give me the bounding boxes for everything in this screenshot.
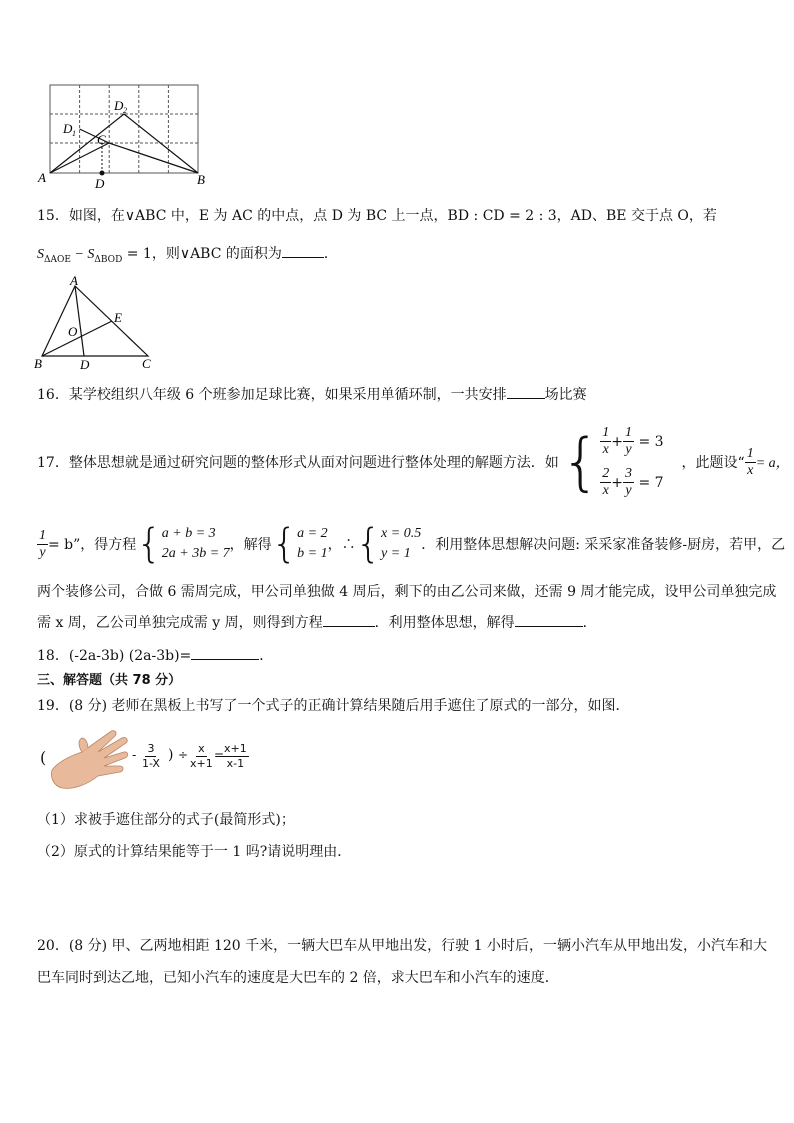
q17-l4a: 需 x 周，乙公司单独完成需 y 周，则得到方程	[37, 615, 323, 631]
frac-num: x	[198, 742, 205, 755]
q19-expression	[40, 726, 247, 792]
label-D1-sub: 1	[72, 129, 76, 138]
q17-set-rhs: = a，	[755, 456, 790, 471]
label-B: B	[34, 356, 42, 371]
section-heading: 三、解答题（共 78 分）	[37, 673, 182, 688]
label-D: D	[80, 357, 90, 371]
frac-den: x-1	[226, 757, 245, 770]
frac-num: 3	[625, 466, 632, 481]
q17-line1: 17．整体思想就是通过研究问题的整体形式从面对问题进行整体处理的解题方法．如 { $\frac{1}{x}$ + $\frac{1}{y}$ = 3 $\frac{2}{x}$ + $\frac{3}{y}$ = 7 ，此题设“ $\frac{1}{x}$ = a，	[37, 425, 790, 498]
q15-tail: = 1，则∨ABC 的面积为	[122, 246, 282, 262]
q19-text: 19．(8 分) 老师在黑板上书写了一个式子的正确计算结果随后用手遮住了原式的一部分，如图．	[37, 698, 630, 714]
q18	[37, 645, 273, 666]
frac-den: 1-X	[142, 757, 160, 770]
sys-eq: a = 2	[297, 526, 328, 541]
triangle-figure	[30, 276, 160, 371]
q15-line1: 15．如图，在∨ABC 中，E 为 AC 的中点，点 D 为 BC 上一点，BD : CD = 2 : 3，AD、BE 交于点 O，若	[37, 208, 717, 224]
paren-close: )	[168, 747, 174, 763]
sys-eq: 2a + 3b = 7	[161, 546, 230, 561]
q15-sub2: ΔBOD	[94, 254, 123, 265]
answer-blank[interactable]	[191, 645, 259, 660]
q15-line2	[37, 243, 338, 270]
q20-line1: 20．(8 分) 甲、乙两地相距 120 千米，一辆大巴车从甲地出发，行驶 1 小时后，一辆小汽车从甲地出发，小汽车和大	[37, 938, 767, 954]
label-E: E	[114, 310, 122, 325]
label-A: A	[70, 276, 78, 288]
answer-blank[interactable]	[323, 612, 375, 627]
q16-text: 16．某学校组织八年级 6 个班参加足球比赛，如果采用单循环制，一共安排	[37, 387, 507, 403]
frac-num: 2	[602, 466, 610, 481]
q17-mid: ，此题设“	[681, 455, 745, 471]
label-A: A	[38, 170, 46, 185]
eq-rhs: = 7	[638, 474, 664, 491]
q15-sub1: ΔAOE	[44, 254, 71, 265]
q15-s1: S	[37, 247, 44, 262]
label-C: C	[97, 132, 106, 147]
frac-num: x+1	[224, 742, 247, 755]
q17-l2d: ．利用整体思想解决问题: 采采家准备装修-厨房，若甲，乙	[421, 537, 786, 553]
q16	[37, 384, 587, 405]
label-D: D	[95, 176, 105, 191]
paren-open: (	[40, 748, 47, 767]
frac-den: x	[602, 442, 609, 457]
frac-den: y	[625, 483, 632, 498]
q17-l4c: ．	[582, 615, 597, 631]
sys-eq: b = 1	[297, 546, 328, 561]
answer-blank[interactable]	[282, 243, 324, 258]
sys-eq: x = 0.5	[381, 526, 422, 541]
divide-sign: ÷	[178, 748, 189, 762]
frac-den: y	[39, 544, 46, 560]
frac-num: 1	[625, 425, 632, 440]
q17-lead: 17．整体思想就是通过研究问题的整体形式从面对问题进行整体处理的解题方法．如	[37, 455, 559, 471]
label-D2-sub: 2	[123, 106, 127, 115]
eq-rhs: = 3	[638, 433, 664, 450]
frac-den: x+1	[190, 757, 213, 770]
q16-after: 场比赛	[544, 387, 587, 403]
frac-den: x	[747, 462, 754, 478]
q18-end: ．	[259, 648, 274, 664]
q17-l2a: = b”，得方程	[48, 537, 137, 553]
q17-line4	[37, 612, 597, 633]
q19-part1: （1）求被手遮住部分的式子(最简形式)；	[37, 812, 295, 828]
q17-l2c: ，∴	[327, 537, 356, 553]
q15-end: ．	[323, 246, 338, 262]
q17-line2: $\frac{1}{y}$ = b”，得方程 { a + b = 3 2a + 3b = 7 ，解得 { a = 2 b = 1 ，∴ { x = 0.5 y = 1 ．利用整体思想解决问题: 采采家准备装修-厨房，若甲，乙	[39, 521, 786, 567]
frac-den: x	[602, 483, 609, 498]
q17-line3: 两个装修公司，合做 6 需周完成，甲公司单独做 4 周后，剩下的由乙公司来做，还需 9 周才能完成，设甲公司单独完成	[37, 584, 777, 600]
q19-part2: （2）原式的计算结果能等于一 1 吗?请说明理由．	[37, 844, 352, 860]
grid-figure	[35, 82, 215, 192]
label-B: B	[197, 172, 205, 187]
frac-num: 1	[39, 527, 46, 543]
label-C: C	[142, 356, 151, 371]
hand-icon	[48, 726, 130, 792]
label-O: O	[68, 324, 78, 339]
answer-blank[interactable]	[507, 384, 545, 399]
sys-eq: a + b = 3	[161, 526, 216, 541]
q20-line2: 巴车同时到达乙地，已知小汽车的速度是大巴车的 2 倍，求大巴车和小汽车的速度．	[37, 970, 559, 986]
q18-text: 18．(-2a-3b) (2a-3b)=	[37, 648, 192, 664]
answer-blank[interactable]	[515, 612, 583, 627]
frac-num: 1	[746, 445, 754, 461]
equals-sign: =	[214, 748, 225, 762]
q17-l2b: ，解得	[229, 537, 272, 553]
q15-s2: − S	[70, 247, 95, 262]
frac-num: 3	[147, 742, 155, 755]
q17-l4b: ．利用整体思想，解得	[374, 615, 515, 631]
minus-sign: -	[132, 748, 137, 762]
label-D2: D	[114, 98, 124, 113]
frac-num: 1	[602, 425, 610, 440]
label-D1: D	[63, 121, 73, 136]
frac-den: y	[625, 442, 632, 457]
sys-eq: y = 1	[381, 546, 411, 561]
